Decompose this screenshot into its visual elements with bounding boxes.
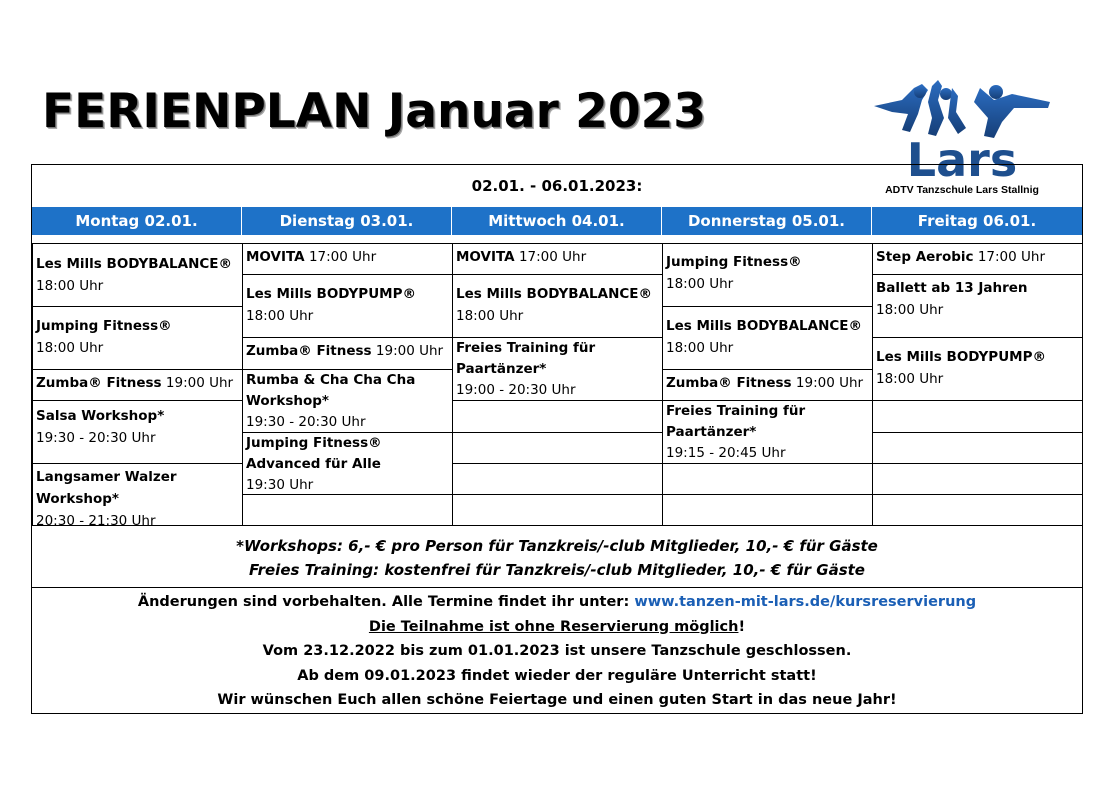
empty-slot bbox=[453, 463, 663, 494]
logo-wordmark: Lars bbox=[906, 133, 1018, 184]
price-notes bbox=[32, 525, 1082, 588]
course-time: 19:00 Uhr bbox=[795, 375, 864, 391]
course-name: Langsamer Walzer Workshop* bbox=[36, 469, 177, 507]
course-name: Jumping Fitness® bbox=[666, 254, 802, 270]
course-name: Les Mills BODYPUMP® bbox=[246, 286, 416, 302]
course-time: 19:00 - 20:30 Uhr bbox=[456, 382, 576, 398]
course-name: Les Mills BODYBALANCE® bbox=[36, 256, 233, 272]
course-name: Salsa Workshop* bbox=[36, 408, 165, 424]
course-name: Zumba® Fitness bbox=[246, 343, 372, 359]
logo-caption: ADTV Tanzschule Lars Stallnig bbox=[885, 184, 1039, 196]
footer-line-closed: Vom 23.12.2022 bis zum 01.01.2023 ist unsere Tanzschule geschlossen. bbox=[262, 643, 852, 659]
no-reservation-mark: ! bbox=[738, 618, 746, 635]
day-column-friday bbox=[872, 243, 1082, 525]
course-name: Zumba® Fitness bbox=[666, 375, 792, 391]
course-time: 18:00 Uhr bbox=[36, 278, 104, 294]
empty-slot bbox=[453, 400, 663, 432]
footer-line-reservation bbox=[32, 615, 1082, 640]
course-name: Step Aerobic bbox=[876, 249, 974, 265]
course-slot bbox=[243, 369, 453, 432]
course-slot bbox=[663, 243, 873, 306]
training-price-note: Freies Training: kostenfrei für Tanzkreis/-club Mitglieder, 10,- € für Gäste bbox=[249, 561, 865, 579]
changes-text: Änderungen sind vorbehalten. Alle Termine findet ihr unter: bbox=[137, 594, 635, 610]
footer-info bbox=[32, 588, 1082, 714]
course-slot bbox=[243, 432, 453, 494]
day-column-monday bbox=[32, 243, 243, 529]
course-slot bbox=[873, 337, 1082, 400]
course-time: 20:30 - 21:30 Uhr bbox=[36, 513, 156, 529]
course-time: 18:00 Uhr bbox=[36, 340, 104, 356]
day-header-tuesday: Dienstag 03.01. bbox=[242, 207, 452, 235]
empty-slot bbox=[663, 463, 873, 494]
day-header-monday: Montag 02.01. bbox=[32, 207, 242, 235]
course-time: 19:00 Uhr bbox=[165, 375, 234, 391]
course-slot bbox=[663, 369, 873, 400]
no-reservation-note: Die Teilnahme ist ohne Reservierung möglich bbox=[368, 618, 739, 635]
course-slot bbox=[873, 243, 1082, 274]
course-name: Ballett ab 13 Jahren bbox=[876, 280, 1028, 296]
course-slot bbox=[453, 337, 663, 400]
course-name: Les Mills BODYBALANCE® bbox=[666, 318, 863, 334]
day-header-wednesday: Mittwoch 04.01. bbox=[452, 207, 662, 235]
course-slot bbox=[243, 274, 453, 337]
course-slot bbox=[873, 274, 1082, 337]
empty-slot bbox=[663, 494, 873, 525]
course-time: 19:30 - 20:30 Uhr bbox=[246, 414, 366, 430]
reservation-link[interactable]: www.tanzen-mit-lars.de/kursreservierung bbox=[634, 594, 977, 610]
footer-line-resume: Ab dem 09.01.2023 findet wieder der reguläre Unterricht statt! bbox=[297, 667, 817, 684]
course-time: 17:00 Uhr bbox=[308, 249, 377, 265]
course-time: 18:00 Uhr bbox=[666, 340, 734, 356]
course-slot bbox=[33, 463, 243, 529]
course-name: Zumba® Fitness bbox=[36, 375, 162, 391]
empty-slot bbox=[453, 432, 663, 463]
course-name: Jumping Fitness® bbox=[36, 318, 172, 334]
workshop-price-note: *Workshops: 6,- € pro Person für Tanzkreis/-club Mitglieder, 10,- € für Gäste bbox=[236, 537, 878, 555]
course-time: 17:00 Uhr bbox=[977, 249, 1046, 265]
course-name: Freies Training für Paartänzer* bbox=[666, 403, 806, 440]
course-time: 17:00 Uhr bbox=[518, 249, 587, 265]
course-slot bbox=[663, 400, 873, 463]
footer-line-wishes: Wir wünschen Euch allen schöne Feiertage und einen guten Start in das neue Jahr! bbox=[217, 692, 897, 708]
course-name: Freies Training für Paartänzer* bbox=[456, 340, 596, 377]
course-slot bbox=[33, 306, 243, 369]
day-column-tuesday bbox=[242, 243, 453, 525]
course-time: 18:00 Uhr bbox=[456, 308, 524, 324]
course-slot bbox=[453, 274, 663, 337]
empty-slot bbox=[873, 400, 1082, 432]
day-header-friday: Freitag 06.01. bbox=[917, 212, 1037, 230]
course-slot bbox=[33, 243, 243, 306]
course-slot bbox=[243, 243, 453, 274]
course-time: 19:30 - 20:30 Uhr bbox=[36, 430, 156, 446]
course-time: 18:00 Uhr bbox=[876, 302, 944, 318]
empty-slot bbox=[873, 432, 1082, 463]
day-header-thursday: Donnerstag 05.01. bbox=[662, 207, 872, 235]
course-slot bbox=[453, 243, 663, 274]
empty-slot bbox=[453, 494, 663, 525]
course-name: Jumping Fitness® Advanced für Alle bbox=[246, 435, 382, 472]
empty-slot bbox=[873, 494, 1082, 525]
course-time: 18:00 Uhr bbox=[876, 371, 944, 387]
course-time: 19:15 - 20:45 Uhr bbox=[666, 445, 786, 461]
course-name: MOVITA bbox=[456, 249, 515, 265]
day-column-wednesday bbox=[452, 243, 663, 525]
course-time: 19:00 Uhr bbox=[375, 343, 444, 359]
empty-slot bbox=[873, 463, 1082, 494]
footer-line-changes bbox=[32, 590, 1082, 615]
schedule-table bbox=[31, 164, 1083, 714]
course-slot bbox=[663, 306, 873, 369]
course-time: 19:30 Uhr bbox=[246, 477, 314, 493]
empty-slot bbox=[243, 494, 453, 525]
page-title: FERIENPLAN Januar 2023 bbox=[42, 84, 706, 139]
date-range: 02.01. - 06.01.2023: bbox=[471, 177, 643, 195]
course-time: 18:00 Uhr bbox=[666, 276, 734, 292]
course-name: Les Mills BODYPUMP® bbox=[876, 349, 1046, 365]
course-name: MOVITA bbox=[246, 249, 305, 265]
day-column-thursday bbox=[662, 243, 873, 525]
course-name: Rumba & Cha Cha Cha Workshop* bbox=[246, 372, 416, 409]
course-name: Les Mills BODYBALANCE® bbox=[456, 286, 653, 302]
course-slot bbox=[33, 400, 243, 463]
course-time: 18:00 Uhr bbox=[246, 308, 314, 324]
course-slot bbox=[243, 337, 453, 369]
day-header-row bbox=[32, 207, 1082, 235]
course-slot bbox=[33, 369, 243, 400]
